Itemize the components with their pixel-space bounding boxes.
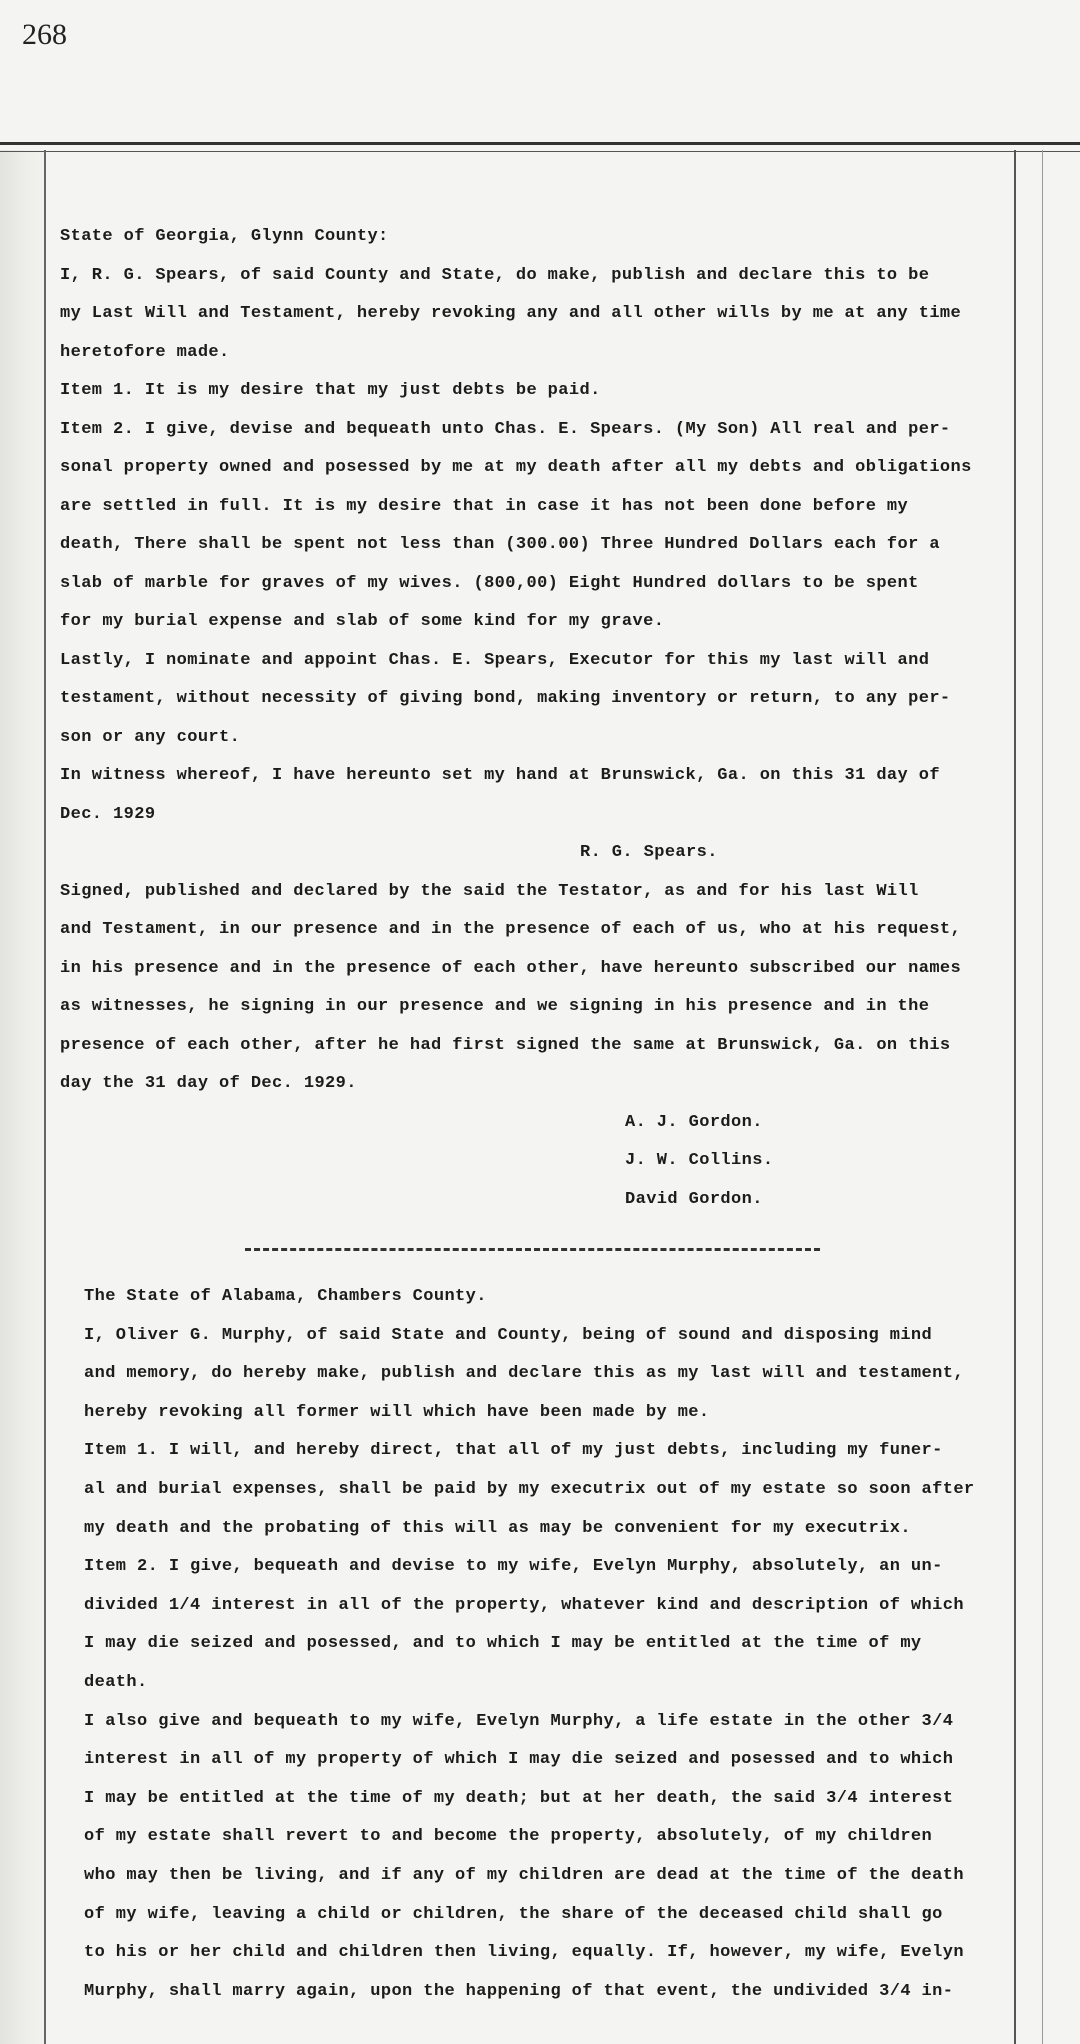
will-line: Dec. 1929	[60, 804, 156, 824]
will-line: of my wife, leaving a child or children, the share of the deceased child shall go	[84, 1904, 943, 1924]
will-line: The State of Alabama, Chambers County.	[84, 1287, 487, 1306]
will-line: testament, without necessity of giving bond, making inventory or return, to any per-	[60, 689, 951, 708]
will-line: for my burial expense and slab of some kind for my grave.	[60, 612, 665, 631]
will-line: I, R. G. Spears, of said County and State, do make, publish and declare this to be	[60, 265, 930, 285]
will-line: my death and the probating of this will as may be convenient for my executrix.	[84, 1518, 911, 1538]
will-line: interest in all of my property of which I may die seized and posessed and to which	[84, 1750, 954, 1770]
will-alabama	[84, 1278, 1064, 2011]
left-margin-line	[44, 150, 46, 2044]
will-line: Lastly, I nominate and appoint Chas. E. Spears, Executor for this my last will and	[60, 650, 930, 670]
will-line: Murphy, shall marry again, upon the happening of that event, the undivided 3/4 in-	[84, 1981, 954, 2001]
will-line: heretofore made.	[60, 342, 230, 362]
page-number: 268	[22, 18, 67, 51]
will-line: I, Oliver G. Murphy, of said State and County, being of sound and disposing mind	[84, 1325, 933, 1345]
will-line: In witness whereof, I have hereunto set my hand at Brunswick, Ga. on this 31 day of	[60, 766, 940, 785]
section-separator	[245, 1248, 820, 1251]
will-line: sonal property owned and posessed by me at my death after all my debts and obligations	[60, 458, 972, 477]
will-line: are settled in full. It is my desire that in case it has not been done before my	[60, 496, 909, 516]
witness-signature: David Gordon.	[625, 1189, 763, 1209]
will-line: Item 1. It is my desire that my just debts be paid.	[60, 381, 601, 400]
will-line: who may then be living, and if any of my children are dead at the time of the death	[84, 1865, 964, 1885]
will-line: hereby revoking all former will which have been made by me.	[84, 1402, 710, 1422]
will-line: Item 1. I will, and hereby direct, that all of my just debts, including my funer-	[84, 1441, 943, 1461]
will-line: death.	[84, 1672, 148, 1692]
witness-signature: A. J. Gordon.	[625, 1112, 763, 1132]
attestation-line: day the 31 day of Dec. 1929.	[60, 1074, 357, 1093]
will-line: to his or her child and children then living, equally. If, however, my wife, Evelyn	[84, 1943, 964, 1963]
attestation-line: Signed, published and declared by the said the Testator, as and for his last Will	[60, 881, 919, 901]
attestation-line: as witnesses, he signing in our presence and we signing in his presence and in the	[60, 997, 930, 1016]
will-line: al and burial expenses, shall be paid by my executrix out of my estate so soon after	[84, 1479, 975, 1499]
will-line: Item 2. I give, bequeath and devise to my wife, Evelyn Murphy, absolutely, an un-	[84, 1557, 943, 1577]
scanned-margin	[0, 150, 46, 2044]
attestation-line: in his presence and in the presence of each other, have hereunto subscribed our names	[60, 958, 962, 978]
will-line: death, There shall be spent not less than (300.00) Three Hundred Dollars each for a	[60, 535, 940, 554]
will-line: of my estate shall revert to and become the property, absolutely, of my children	[84, 1827, 933, 1847]
testator-signature: R. G. Spears.	[580, 843, 718, 862]
attestation-line: presence of each other, after he had first signed the same at Brunswick, Ga. on this	[60, 1035, 951, 1055]
will-line: I may be entitled at the time of my death; but at her death, the said 3/4 interest	[84, 1788, 954, 1808]
witness-signature: J. W. Collins.	[625, 1151, 774, 1170]
will-line: and memory, do hereby make, publish and declare this as my last will and testament,	[84, 1364, 964, 1384]
will-line: I may die seized and posessed, and to which I may be entitled at the time of my	[84, 1634, 922, 1654]
top-rule	[0, 142, 1080, 152]
will-line: divided 1/4 interest in all of the property, whatever kind and description of which	[84, 1595, 964, 1615]
will-georgia	[60, 218, 1040, 1219]
will-line: I also give and bequeath to my wife, Evelyn Murphy, a life estate in the other 3/4	[84, 1711, 954, 1731]
will-line: slab of marble for graves of my wives. (800,00) Eight Hundred dollars to be spent	[60, 573, 919, 593]
will-line: my Last Will and Testament, hereby revoking any and all other wills by me at any time	[60, 304, 962, 323]
will-line: son or any court.	[60, 727, 241, 747]
will-line: Item 2. I give, devise and bequeath unto Chas. E. Spears. (My Son) All real and per-	[60, 419, 951, 439]
attestation-line: and Testament, in our presence and in the presence of each of us, who at his request,	[60, 920, 962, 939]
will-line: State of Georgia, Glynn County:	[60, 227, 389, 246]
